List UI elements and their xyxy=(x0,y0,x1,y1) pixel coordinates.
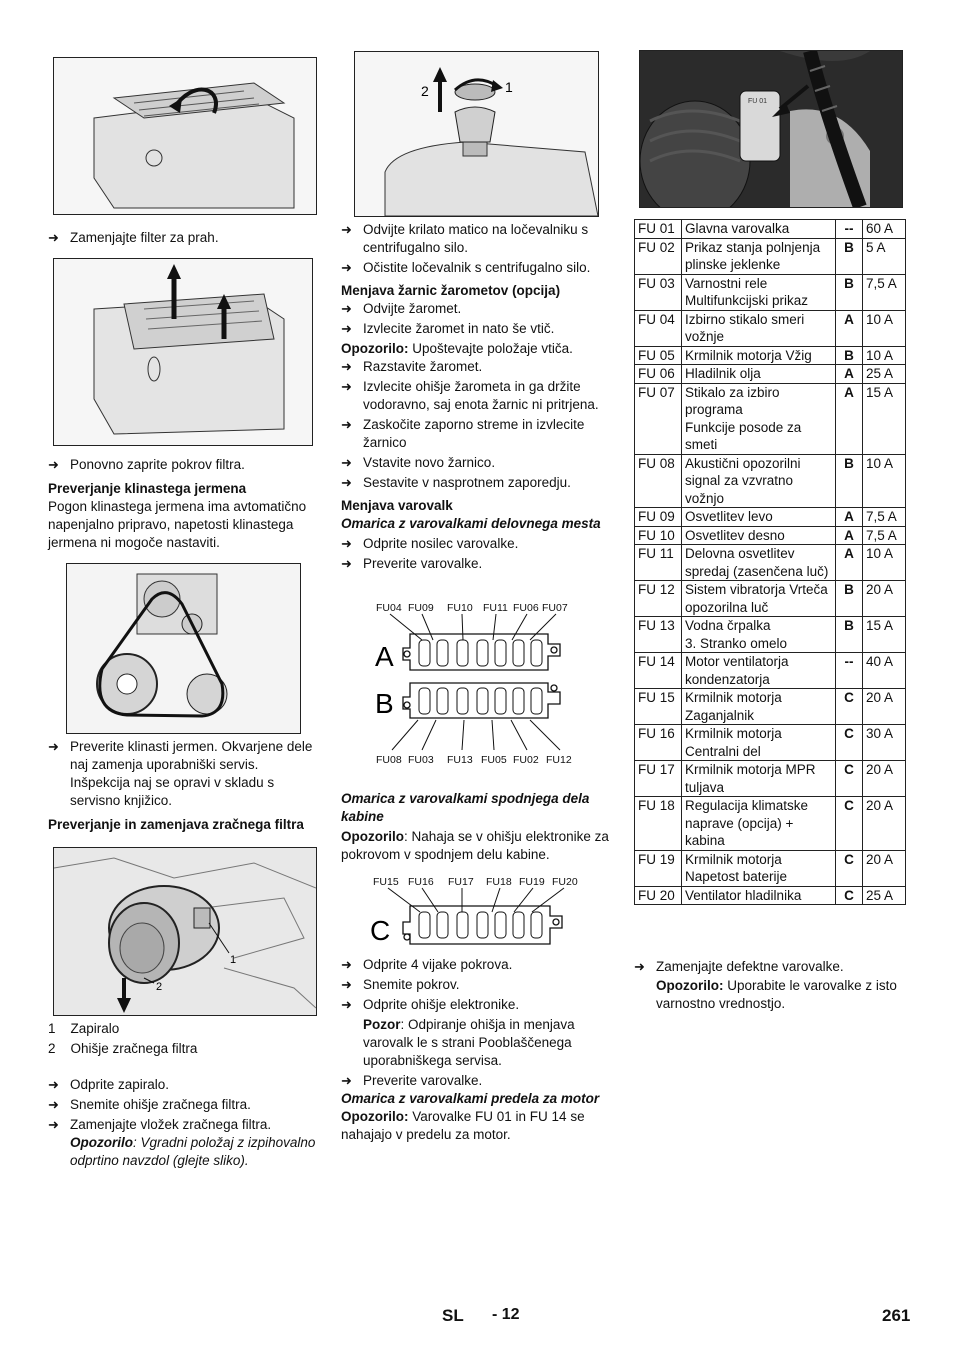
arrow-right-icon: ➜ xyxy=(341,222,352,237)
plug-note: Opozorilo: Upoštevajte položaje vtiča. xyxy=(341,341,573,356)
fuse-row xyxy=(635,454,906,508)
fuse-description: Regulacija klimatske naprave (opcija) + kabina xyxy=(682,797,836,851)
step-clip-bulb: ➜ Zaskočite zaporno streme in izvlecite žarnico xyxy=(341,417,585,450)
fuse-label-c-3: FU17 xyxy=(448,876,474,888)
arrow-right-icon: ➜ xyxy=(48,230,59,245)
lower-cab-fuse-box-heading: Omarica z varovalkami spodnjega dela kabine xyxy=(341,791,590,824)
fuse-rating: 60 A xyxy=(863,220,906,239)
arrow-right-icon: ➜ xyxy=(341,556,352,571)
arrow-right-icon: ➜ xyxy=(48,1117,59,1132)
fuse-description: Varnostni rele Multifunkcijski prikaz xyxy=(682,274,836,310)
fuse-group: B xyxy=(836,581,863,617)
fuse-row xyxy=(635,797,906,851)
arrow-right-icon: ➜ xyxy=(341,475,352,490)
fuse-id: FU 03 xyxy=(635,274,682,310)
fuse-row xyxy=(635,220,906,239)
engine-fuse-note: Opozorilo: Varovalke FU 01 in FU 14 se nahajajo v predelu za motor. xyxy=(341,1109,585,1142)
fuse-id: FU 12 xyxy=(635,581,682,617)
step-open-electronics: ➜ Odprite ohišje elektronike. xyxy=(341,997,520,1012)
fuse-group: B xyxy=(836,274,863,310)
fuse-row xyxy=(635,346,906,365)
step-pull-lamp: ➜ Izvlecite žaromet in nato še vtič. xyxy=(341,321,555,336)
air-filter-figure xyxy=(53,847,317,1016)
step-disassemble: ➜ Razstavite žaromet. xyxy=(341,359,483,374)
step-open-screws: ➜ Odprite 4 vijake pokrova. xyxy=(341,957,513,972)
fuse-row xyxy=(635,383,906,454)
step-unscrew-wing-nut: ➜ Odvijte krilato matico na ločevalniku s centrifugalno silo. xyxy=(341,222,589,255)
footer-local-page: - 12 xyxy=(492,1306,520,1323)
fuse-id: FU 17 xyxy=(635,761,682,797)
fuse-description: Vodna črpalka 3. Stranko omelo xyxy=(682,617,836,653)
fuse-label-top-6: FU07 xyxy=(542,602,568,614)
fuse-description: Delovna osvetlitev spredaj (zasenčena luč) xyxy=(682,545,836,581)
fuse-description: Stikalo za izbiro programa Funkcije posode za smeti xyxy=(682,383,836,454)
arrow-right-icon: ➜ xyxy=(634,959,645,974)
dust-filter-figure xyxy=(53,57,317,215)
fuse-rating: 30 A xyxy=(863,725,906,761)
step-unscrew-lamp: ➜ Odvijte žaromet. xyxy=(341,301,462,316)
arrow-right-icon: ➜ xyxy=(341,997,352,1012)
fuse-label-c-1: FU15 xyxy=(373,876,399,888)
step-replace-defective-fuses: ➜ Zamenjajte defektne varovalke. xyxy=(634,959,844,974)
row-letter-b: B xyxy=(375,688,394,719)
fuse-description: Krmilnik motorja MPR tuljava xyxy=(682,761,836,797)
legend-item-2: 2 Ohišje zračnega filtra xyxy=(48,1041,198,1056)
step-open-clip: ➜ Odprite zapiralo. xyxy=(48,1077,170,1092)
fuse-rating: 10 A xyxy=(863,454,906,508)
arrow-right-icon: ➜ xyxy=(48,739,59,754)
lower-cab-note: Opozorilo: Nahaja se v ohišju elektronike za pokrovom v spodnjem delu kabine. xyxy=(341,829,609,862)
fig-label-1: 1 xyxy=(505,79,513,95)
fuse-description: Izbirno stikalo smeri vožnje xyxy=(682,310,836,346)
row-letter-a: A xyxy=(375,641,394,672)
fuse-id: FU 18 xyxy=(635,797,682,851)
fuse-row xyxy=(635,508,906,527)
fuse-id: FU 15 xyxy=(635,689,682,725)
fuse-label-bottom-4: FU05 xyxy=(481,754,507,766)
fuse-id: FU 13 xyxy=(635,617,682,653)
fuse-value-note: Opozorilo: Uporabite le varovalke z isto varnostno vrednostjo. xyxy=(656,978,897,1011)
fuse-group: A xyxy=(836,508,863,527)
fuse-label-bottom-3: FU13 xyxy=(447,754,473,766)
step-pull-housing: ➜ Izvlecite ohišje žarometa in ga držite vodoravno, saj enota žarnic ni pritrjena. xyxy=(341,379,599,412)
step-check-vbelt: ➜ Preverite klinasti jermen. Okvarjene dele naj zamenja uporabniški servis. Inšpekcija naj se opravi v skladu s servisno knjižico. xyxy=(48,739,313,808)
arrow-right-icon: ➜ xyxy=(341,301,352,316)
fuse-rating: 7,5 A xyxy=(863,526,906,545)
fuse-rating: 20 A xyxy=(863,850,906,886)
fuse-id: FU 10 xyxy=(635,526,682,545)
fuse-row xyxy=(635,365,906,384)
fuse-group: A xyxy=(836,383,863,454)
engine-fuse-box-heading: Omarica z varovalkami predela za motor xyxy=(341,1091,600,1106)
photo-fuse-label: FU 01 xyxy=(748,98,768,105)
fuse-description: Krmilnik motorja Vžig xyxy=(682,346,836,365)
fuse-description: Krmilnik motorja Napetost baterije xyxy=(682,850,836,886)
step-new-bulb: ➜ Vstavite novo žarnico. xyxy=(341,455,496,470)
fuse-box-c-diagram xyxy=(368,870,583,952)
fuse-id: FU 04 xyxy=(635,310,682,346)
fuse-group: B xyxy=(836,617,863,653)
fuse-heading: Menjava varovalk xyxy=(341,498,453,513)
fuse-group: A xyxy=(836,526,863,545)
vbelt-figure xyxy=(66,563,301,734)
step-check-fuses-2: ➜ Preverite varovalke. xyxy=(341,1073,483,1088)
arrow-right-icon: ➜ xyxy=(341,536,352,551)
fuse-description: Sistem vibratorja Vrteča opozorilna luč xyxy=(682,581,836,617)
fuse-row xyxy=(635,850,906,886)
step-close-filter-cover: ➜ Ponovno zaprite pokrov filtra. xyxy=(48,457,245,472)
fuse-description: Krmilnik motorja Zaganjalnik xyxy=(682,689,836,725)
fuse-group: -- xyxy=(836,653,863,689)
arrow-right-icon: ➜ xyxy=(341,1073,352,1088)
fuse-row xyxy=(635,545,906,581)
fuse-description: Akustični opozorilni signal za vzvratno vožnjo xyxy=(682,454,836,508)
fuse-label-c-2: FU16 xyxy=(408,876,434,888)
fuse-group: C xyxy=(836,850,863,886)
fuse-rating: 7,5 A xyxy=(863,508,906,527)
workplace-fuse-box-heading: Omarica z varovalkami delovnega mesta xyxy=(341,516,601,531)
fuse-label-top-3: FU10 xyxy=(447,602,473,614)
fuse-row xyxy=(635,238,906,274)
fuse-label-bottom-1: FU08 xyxy=(376,754,402,766)
fuse-row xyxy=(635,310,906,346)
arrow-right-icon: ➜ xyxy=(48,1097,59,1112)
fuse-group: C xyxy=(836,797,863,851)
figure-legend xyxy=(48,1020,326,1058)
fuse-description: Krmilnik motorja Centralni del xyxy=(682,725,836,761)
fuse-label-c-5: FU19 xyxy=(519,876,545,888)
fuse-box-ab-diagram xyxy=(370,598,580,770)
fuse-description: Prikaz stanja polnjenja plinske jeklenke xyxy=(682,238,836,274)
fuse-group: C xyxy=(836,886,863,905)
cyclone-separator-figure xyxy=(354,51,599,217)
fuse-rating: 25 A xyxy=(863,365,906,384)
fuse-id: FU 07 xyxy=(635,383,682,454)
legend-item-1: 1 Zapiralo xyxy=(48,1021,120,1036)
fuse-rating: 15 A xyxy=(863,617,906,653)
fuse-rating: 7,5 A xyxy=(863,274,906,310)
fuse-id: FU 19 xyxy=(635,850,682,886)
fuse-id: FU 06 xyxy=(635,365,682,384)
fig-label-2: 2 xyxy=(156,981,163,993)
fuse-group: A xyxy=(836,310,863,346)
fuse-description: Osvetlitev levo xyxy=(682,508,836,527)
fuse-row xyxy=(635,526,906,545)
fuse-group: C xyxy=(836,725,863,761)
footer-global-page: 261 xyxy=(882,1306,911,1325)
fuse-label-bottom-5: FU02 xyxy=(513,754,539,766)
arrow-right-icon: ➜ xyxy=(341,359,352,374)
fuse-id: FU 01 xyxy=(635,220,682,239)
fuse-id: FU 09 xyxy=(635,508,682,527)
arrow-right-icon: ➜ xyxy=(341,417,352,432)
fuse-id: FU 02 xyxy=(635,238,682,274)
fuse-rating: 20 A xyxy=(863,797,906,851)
air-filter-heading: Preverjanje in zamenjava zračnega filtra xyxy=(48,817,304,832)
fuse-rating: 10 A xyxy=(863,310,906,346)
arrow-right-icon: ➜ xyxy=(341,260,352,275)
row-letter-c: C xyxy=(370,915,391,946)
fuse-group: A xyxy=(836,365,863,384)
fuse-rating: 20 A xyxy=(863,581,906,617)
fuse-id: FU 08 xyxy=(635,454,682,508)
fuse-description: Hladilnik olja xyxy=(682,365,836,384)
vbelt-heading: Preverjanje klinastega jermena xyxy=(48,481,247,496)
caution-note: Pozor: Odpiranje ohišja in menjava varovalk le s strani Pooblaščenega uporabniškega servisa. xyxy=(363,1017,575,1068)
fuse-rating: 20 A xyxy=(863,689,906,725)
fuse-rating: 5 A xyxy=(863,238,906,274)
fuse-label-top-4: FU11 xyxy=(483,602,508,614)
fuse-row xyxy=(635,653,906,689)
fuse-group: C xyxy=(836,689,863,725)
fuse-label-c-6: FU20 xyxy=(552,876,578,888)
fuse-row xyxy=(635,581,906,617)
fuse-row xyxy=(635,274,906,310)
fuse-description: Glavna varovalka xyxy=(682,220,836,239)
fuse-label-top-2: FU09 xyxy=(408,602,434,614)
fuse-row xyxy=(635,761,906,797)
arrow-right-icon: ➜ xyxy=(341,977,352,992)
arrow-right-icon: ➜ xyxy=(48,1077,59,1092)
footer-lang: SL xyxy=(442,1306,464,1325)
fuse-id: FU 20 xyxy=(635,886,682,905)
fuse-description: Ventilator hladilnika xyxy=(682,886,836,905)
filter-cover-figure xyxy=(53,258,313,446)
fuse-row xyxy=(635,689,906,725)
fuse-label-c-4: FU18 xyxy=(486,876,512,888)
fuse-label-bottom-2: FU03 xyxy=(408,754,434,766)
fuse-rating: 10 A xyxy=(863,346,906,365)
fuse-id: FU 14 xyxy=(635,653,682,689)
arrow-right-icon: ➜ xyxy=(341,379,352,394)
step-remove-cover: ➜ Snemite pokrov. xyxy=(341,977,460,992)
step-open-fuse-holder: ➜ Odprite nosilec varovalke. xyxy=(341,536,519,551)
fuse-group: -- xyxy=(836,220,863,239)
step-remove-housing: ➜ Snemite ohišje zračnega filtra. xyxy=(48,1097,251,1112)
arrow-right-icon: ➜ xyxy=(341,321,352,336)
fuse-rating: 20 A xyxy=(863,761,906,797)
fuse-row xyxy=(635,725,906,761)
fuse-id: FU 05 xyxy=(635,346,682,365)
fuse-rating: 15 A xyxy=(863,383,906,454)
fuse-group: A xyxy=(836,545,863,581)
arrow-right-icon: ➜ xyxy=(341,957,352,972)
fuse-rating: 40 A xyxy=(863,653,906,689)
fuse-label-top-1: FU04 xyxy=(376,602,402,614)
fuse-label-bottom-6: FU12 xyxy=(546,754,572,766)
fuse-rating: 10 A xyxy=(863,545,906,581)
fuse-group: B xyxy=(836,346,863,365)
fuse-description: Osvetlitev desno xyxy=(682,526,836,545)
fuse-label-top-5: FU06 xyxy=(513,602,539,614)
fig-label-1: 1 xyxy=(230,954,237,966)
step-replace-dust-filter: ➜ Zamenjajte filter za prah. xyxy=(48,230,219,245)
step-replace-insert: ➜ Zamenjajte vložek zračnega filtra. xyxy=(48,1117,272,1132)
fuse-id: FU 16 xyxy=(635,725,682,761)
vbelt-text: Pogon klinastega jermena ima avtomatično napenjalno pripravo, napetosti klinastega jermena ni mogoče nastaviti. xyxy=(48,499,307,550)
fuse-row xyxy=(635,886,906,905)
fuse-group: C xyxy=(836,761,863,797)
step-check-fuses-1: ➜ Preverite varovalke. xyxy=(341,556,483,571)
fuse-row xyxy=(635,617,906,653)
air-filter-note: Opozorilo: Vgradni položaj z izpihovalno odprtino navzdol (glejte sliko). xyxy=(70,1135,316,1168)
arrow-right-icon: ➜ xyxy=(341,455,352,470)
arrow-right-icon: ➜ xyxy=(48,457,59,472)
fuse-group: B xyxy=(836,454,863,508)
bulb-heading: Menjava žarnic žarometov (opcija) xyxy=(341,283,561,298)
fuse-description: Motor ventilatorja kondenzatorja xyxy=(682,653,836,689)
engine-fuse-photo xyxy=(639,50,903,208)
fig-label-2: 2 xyxy=(421,83,429,99)
fuse-group: B xyxy=(836,238,863,274)
fuse-table xyxy=(634,219,906,905)
step-clean-separator: ➜ Očistite ločevalnik s centrifugalno silo. xyxy=(341,260,591,275)
fuse-rating: 25 A xyxy=(863,886,906,905)
fuse-id: FU 11 xyxy=(635,545,682,581)
step-reassemble: ➜ Sestavite v nasprotnem zaporedju. xyxy=(341,475,571,490)
